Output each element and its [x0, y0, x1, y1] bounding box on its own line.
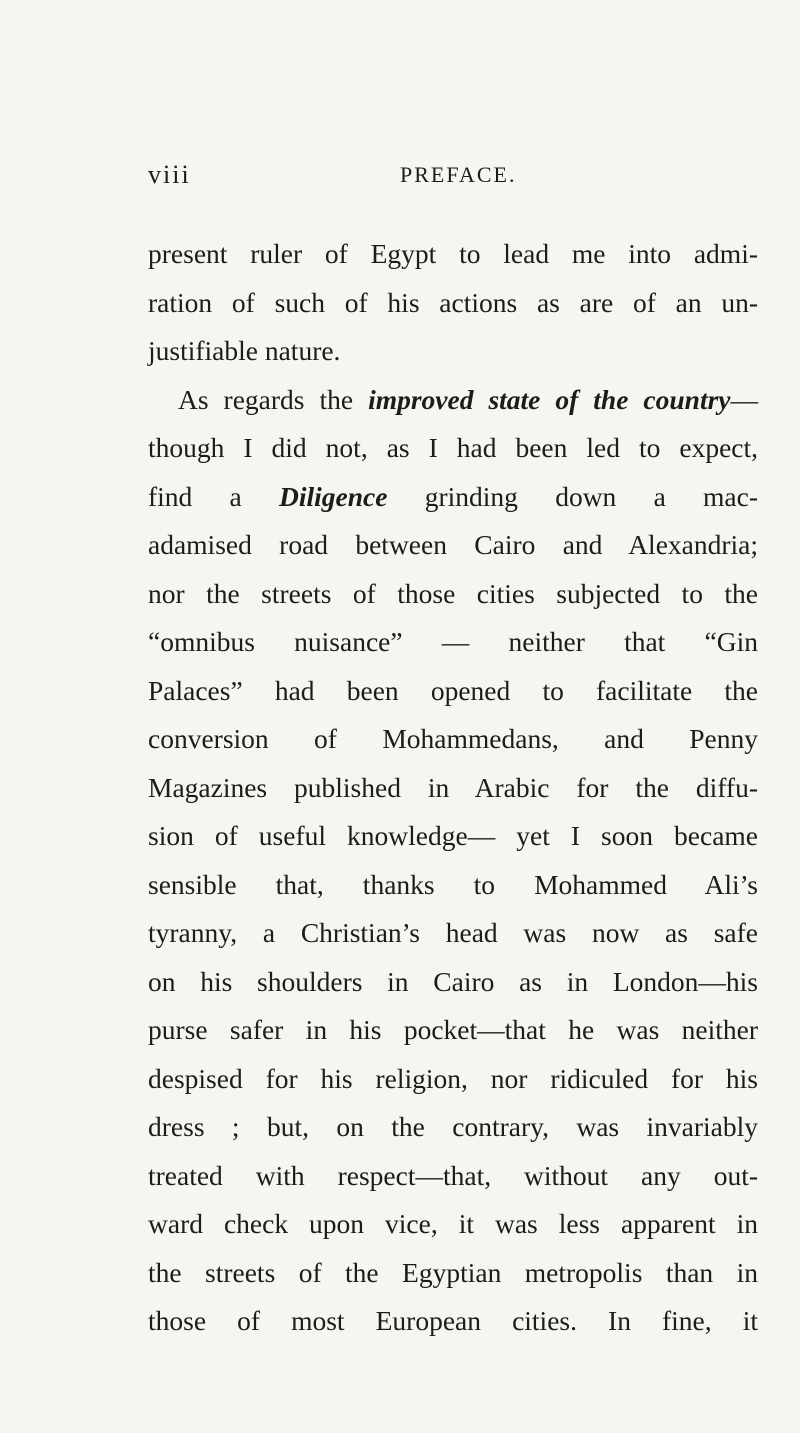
line-text-after-emphasis: —	[730, 383, 758, 415]
text-line	[148, 473, 758, 522]
line-text-after-emphasis: grinding down a mac-	[387, 480, 758, 512]
text-line: tyranny, a Christian’s head was now as safe	[148, 917, 758, 948]
running-title: PREFACE.	[400, 162, 517, 187]
text-line: on his shoulders in Cairo as in London—his	[148, 965, 758, 997]
italic-phrase: improved state of the country	[368, 383, 731, 415]
text-line: ration of such of his actions as are of an un-	[148, 286, 758, 318]
text-line: adamised road between Cairo and Alexandria;	[148, 529, 758, 560]
text-line: sion of useful knowledge— yet I soon became	[148, 820, 758, 851]
text-line: dress ; but, on the contrary, was invariably	[148, 1111, 758, 1142]
running-head	[148, 160, 758, 200]
italic-word: Diligence	[279, 480, 388, 512]
text-line	[148, 376, 758, 425]
text-line: sensible that, thanks to Mohammed Ali’s	[148, 868, 758, 900]
line-text-before-emphasis: find a	[148, 480, 280, 512]
page-number: viii	[148, 160, 191, 189]
text-line: purse safer in his pocket—that he was neither	[148, 1014, 758, 1045]
text-line: despised for his religion, nor ridiculed for his	[148, 1062, 758, 1094]
text-line: present ruler of Egypt to lead me into admi-	[148, 238, 758, 269]
text-line: the streets of the Egyptian metropolis than in	[148, 1256, 758, 1288]
line-text-before-emphasis: As regards the	[178, 383, 369, 415]
text-line: Magazines published in Arabic for the diffu-	[148, 771, 758, 803]
text-line: those of most European cities. In fine, it	[148, 1305, 758, 1336]
body-text	[148, 230, 758, 1346]
text-line: “omnibus nuisance” — neither that “Gin	[148, 626, 758, 657]
text-line: nor the streets of those cities subjected to the	[148, 577, 758, 609]
text-line: though I did not, as I had been led to expect,	[148, 432, 758, 463]
text-line: conversion of Mohammedans, and Penny	[148, 723, 758, 754]
text-line: treated with respect—that, without any out-	[148, 1159, 758, 1191]
text-line: ward check upon vice, it was less apparent in	[148, 1208, 758, 1239]
text-line: justifiable nature.	[148, 335, 341, 366]
text-line: Palaces” had been opened to facilitate the	[148, 674, 758, 706]
